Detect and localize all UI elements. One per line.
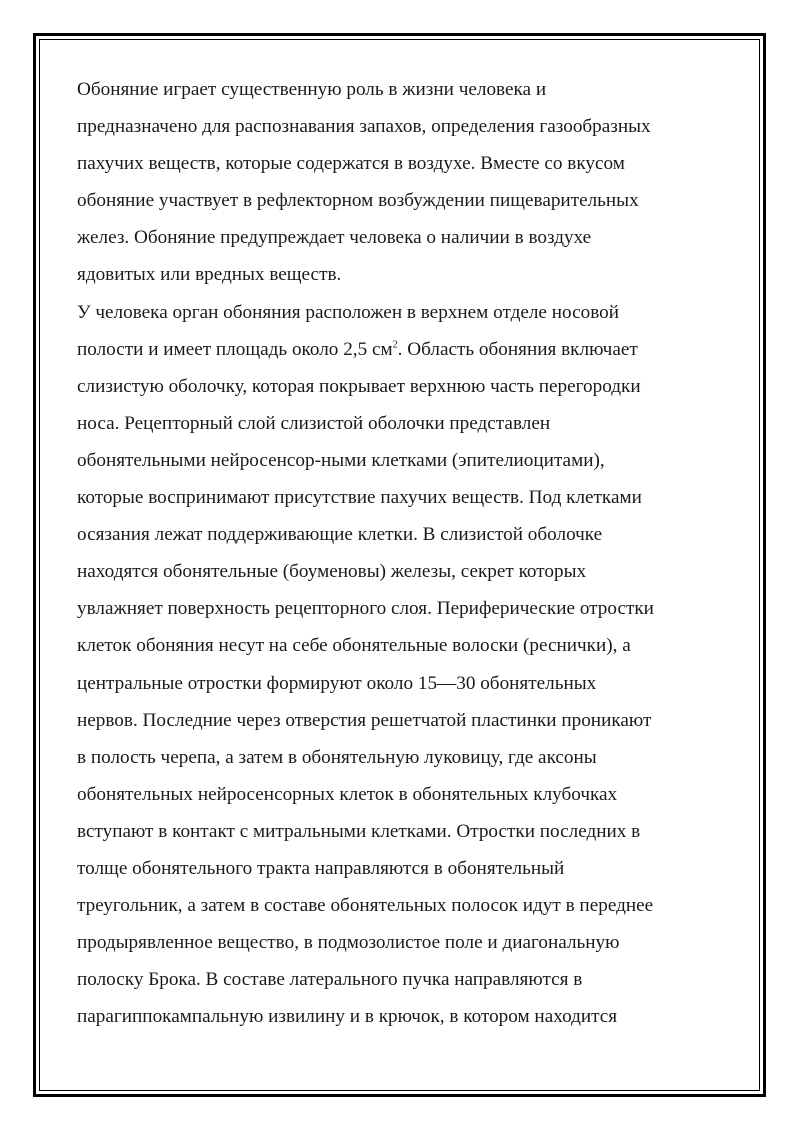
text-line: парагиппокампальную извилину и в крючок, в котором находится [77,1006,618,1028]
text-line: в полость черепа, а затем в обонятельную луковицу, где аксоны [77,746,597,768]
text-line: центральные отростки формируют около 15—30 обонятельных [77,672,597,694]
text-line: У человека орган обоняния расположен в верхнем отделе носовой [77,301,619,323]
text-line: клеток обоняния несут на себе обонятельные волоски (реснички), а [77,635,631,657]
superscript: 2 [392,339,398,351]
text-line: предназначено для распознавания запахов, определения газообразных [77,116,651,138]
document-body [77,71,737,1035]
text-line: обоняние участвует в рефлекторном возбуждении пищеварительных [77,190,639,212]
text-line: толще обонятельного тракта направляются в обонятельный [77,857,565,879]
text-line-with-superscript [77,331,737,368]
text-line: желез. Обоняние предупреждает человека о наличии в воздухе [77,227,592,249]
text-line: обонятельных нейросенсорных клеток в обонятельных клубочках [77,783,618,805]
text-line: находятся обонятельные (боуменовы) железы, секрет которых [77,561,587,583]
text-line-part: полости и имеет площадь около 2,5 см [77,338,393,360]
text-line: вступают в контакт с митральными клетками. Отростки последних в [77,820,641,842]
text-line: продырявленное вещество, в подмозолистое поле и диагональную [77,932,620,954]
text-line: треугольник, а затем в составе обонятельных полосок идут в переднее [77,895,654,917]
text-line: полоску Брока. В составе латерального пучка направляются в [77,969,583,991]
text-line: слизистую оболочку, которая покрывает верхнюю часть перегородки [77,375,641,397]
text-line: осязания лежат поддерживающие клетки. В слизистой оболочке [77,524,603,546]
text-line: нервов. Последние через отверстия решетчатой пластинки проникают [77,709,652,731]
text-line: Обоняние играет существенную роль в жизни человека и [77,79,547,100]
text-line: обонятельными нейросенсор-ными клетками (эпителиоцитами), [77,449,605,471]
text-line: которые воспринимают присутствие пахучих веществ. Под клетками [77,487,642,509]
text-line: ядовитых или вредных веществ. [77,264,342,286]
text-line: увлажняет поверхность рецепторного слоя. Периферические отростки [77,598,654,620]
text-line: носа. Рецепторный слой слизистой оболочки представлен [77,412,551,434]
text-line-part: . Область обоняния включает [397,338,638,360]
text-line: пахучих веществ, которые содержатся в воздухе. Вместе со вкусом [77,153,625,175]
